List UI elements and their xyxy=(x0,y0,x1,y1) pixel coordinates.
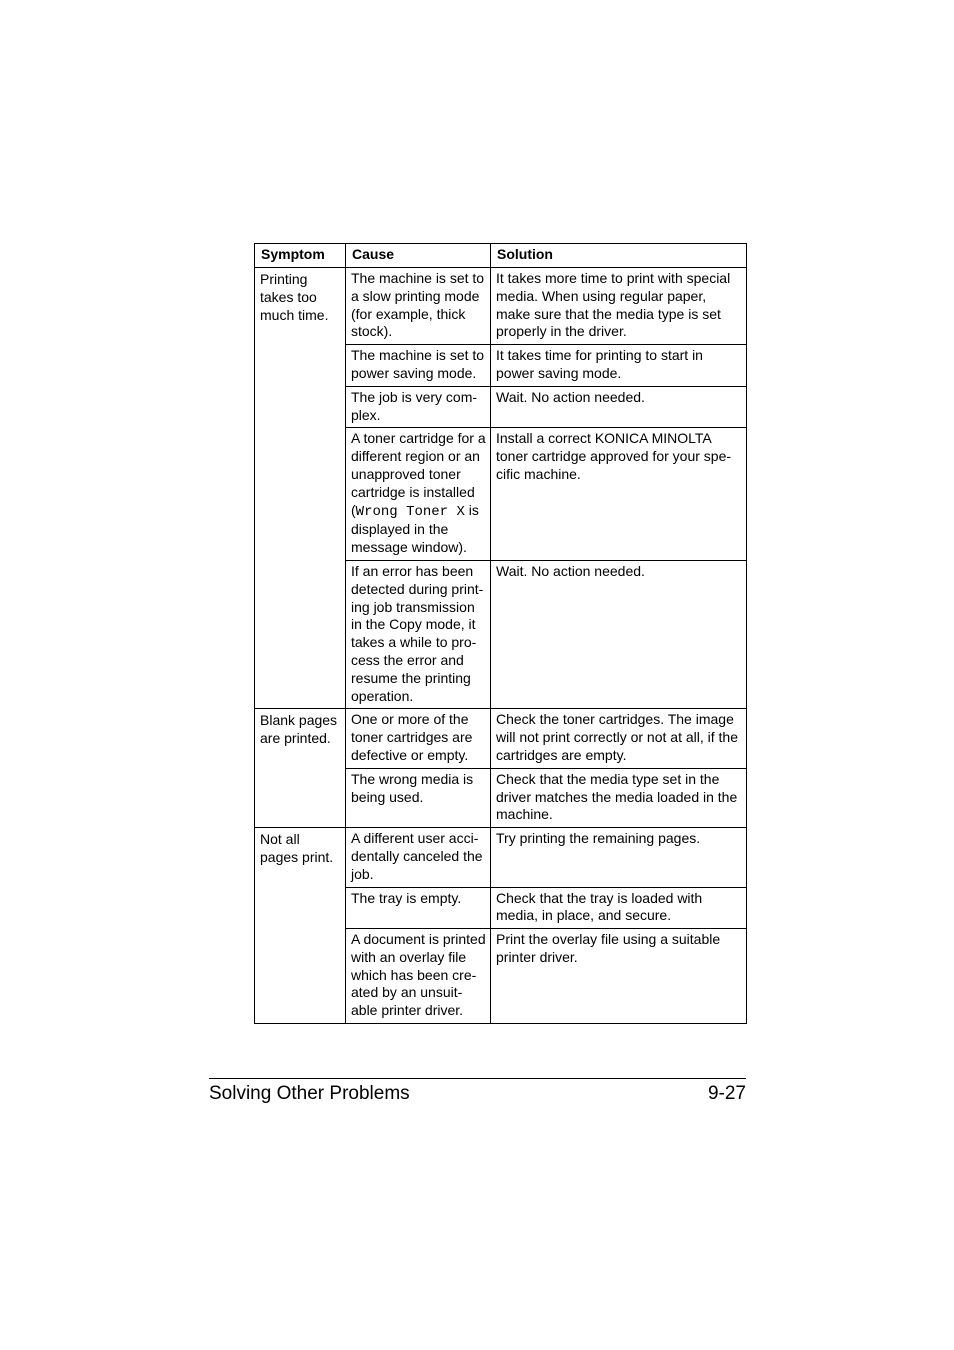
symptom-cell: Blank pages are printed. xyxy=(255,709,346,828)
table-row xyxy=(255,828,747,887)
cause-cell: If an error has been detected during print-ing job transmission in the Copy mode, it takes a while to pro-cess the error and resume the printing operation. xyxy=(346,560,491,708)
table-row xyxy=(255,268,747,345)
footer-divider xyxy=(209,1078,746,1079)
cause-cell: The job is very com-plex. xyxy=(346,386,491,428)
solution-cell: Check that the media type set in the driver matches the media loaded in the machine. xyxy=(491,768,747,827)
solution-cell: Install a correct KONICA MINOLTA toner cartridge approved for your spe-cific machine. xyxy=(491,428,747,561)
cause-cell: The tray is empty. xyxy=(346,887,491,929)
troubleshooting-table xyxy=(254,243,747,1024)
symptom-cell: Printing takes too much time. xyxy=(255,268,346,709)
cause-cell: One or more of the toner cartridges are defective or empty. xyxy=(346,709,491,768)
symptom-cell: Not all pages print. xyxy=(255,828,346,1024)
solution-cell: It takes more time to print with special media. When using regular paper, make sure that the media type is set properly in the driver. xyxy=(491,268,747,345)
cause-cell: A document is printed with an overlay file which has been cre-ated by an unsuit-able printer driver. xyxy=(346,929,491,1024)
cause-text: A toner cartridge for a different region or an unapproved toner cartridge is installed ( xyxy=(351,430,486,518)
footer-page-number: 9-27 xyxy=(707,1083,746,1104)
header-symptom: Symptom xyxy=(255,244,346,268)
table-header-row xyxy=(255,244,747,268)
cause-cell: The machine is set to power saving mode. xyxy=(346,345,491,387)
header-cause: Cause xyxy=(346,244,491,268)
cause-cell xyxy=(346,428,491,561)
solution-cell: Print the overlay file using a suitable printer driver. xyxy=(491,929,747,1024)
solution-cell: It takes time for printing to start in power saving mode. xyxy=(491,345,747,387)
header-solution: Solution xyxy=(491,244,747,268)
message-code: Wrong Toner X xyxy=(355,503,465,520)
solution-cell: Wait. No action needed. xyxy=(491,560,747,708)
solution-cell: Check that the tray is loaded with media, in place, and secure. xyxy=(491,887,747,929)
solution-cell: Wait. No action needed. xyxy=(491,386,747,428)
solution-cell: Check the toner cartridges. The image will not print correctly or not at all, if the cartridges are empty. xyxy=(491,709,747,768)
cause-cell: A different user acci-dentally canceled the job. xyxy=(346,828,491,887)
cause-cell: The wrong media is being used. xyxy=(346,768,491,827)
cause-text: is displayed in the message window). xyxy=(351,501,479,556)
table-row xyxy=(255,709,747,768)
solution-cell: Try printing the remaining pages. xyxy=(491,828,747,887)
footer-section-title: Solving Other Problems xyxy=(209,1083,410,1104)
cause-cell: The machine is set to a slow printing mode (for example, thick stock). xyxy=(346,268,491,345)
